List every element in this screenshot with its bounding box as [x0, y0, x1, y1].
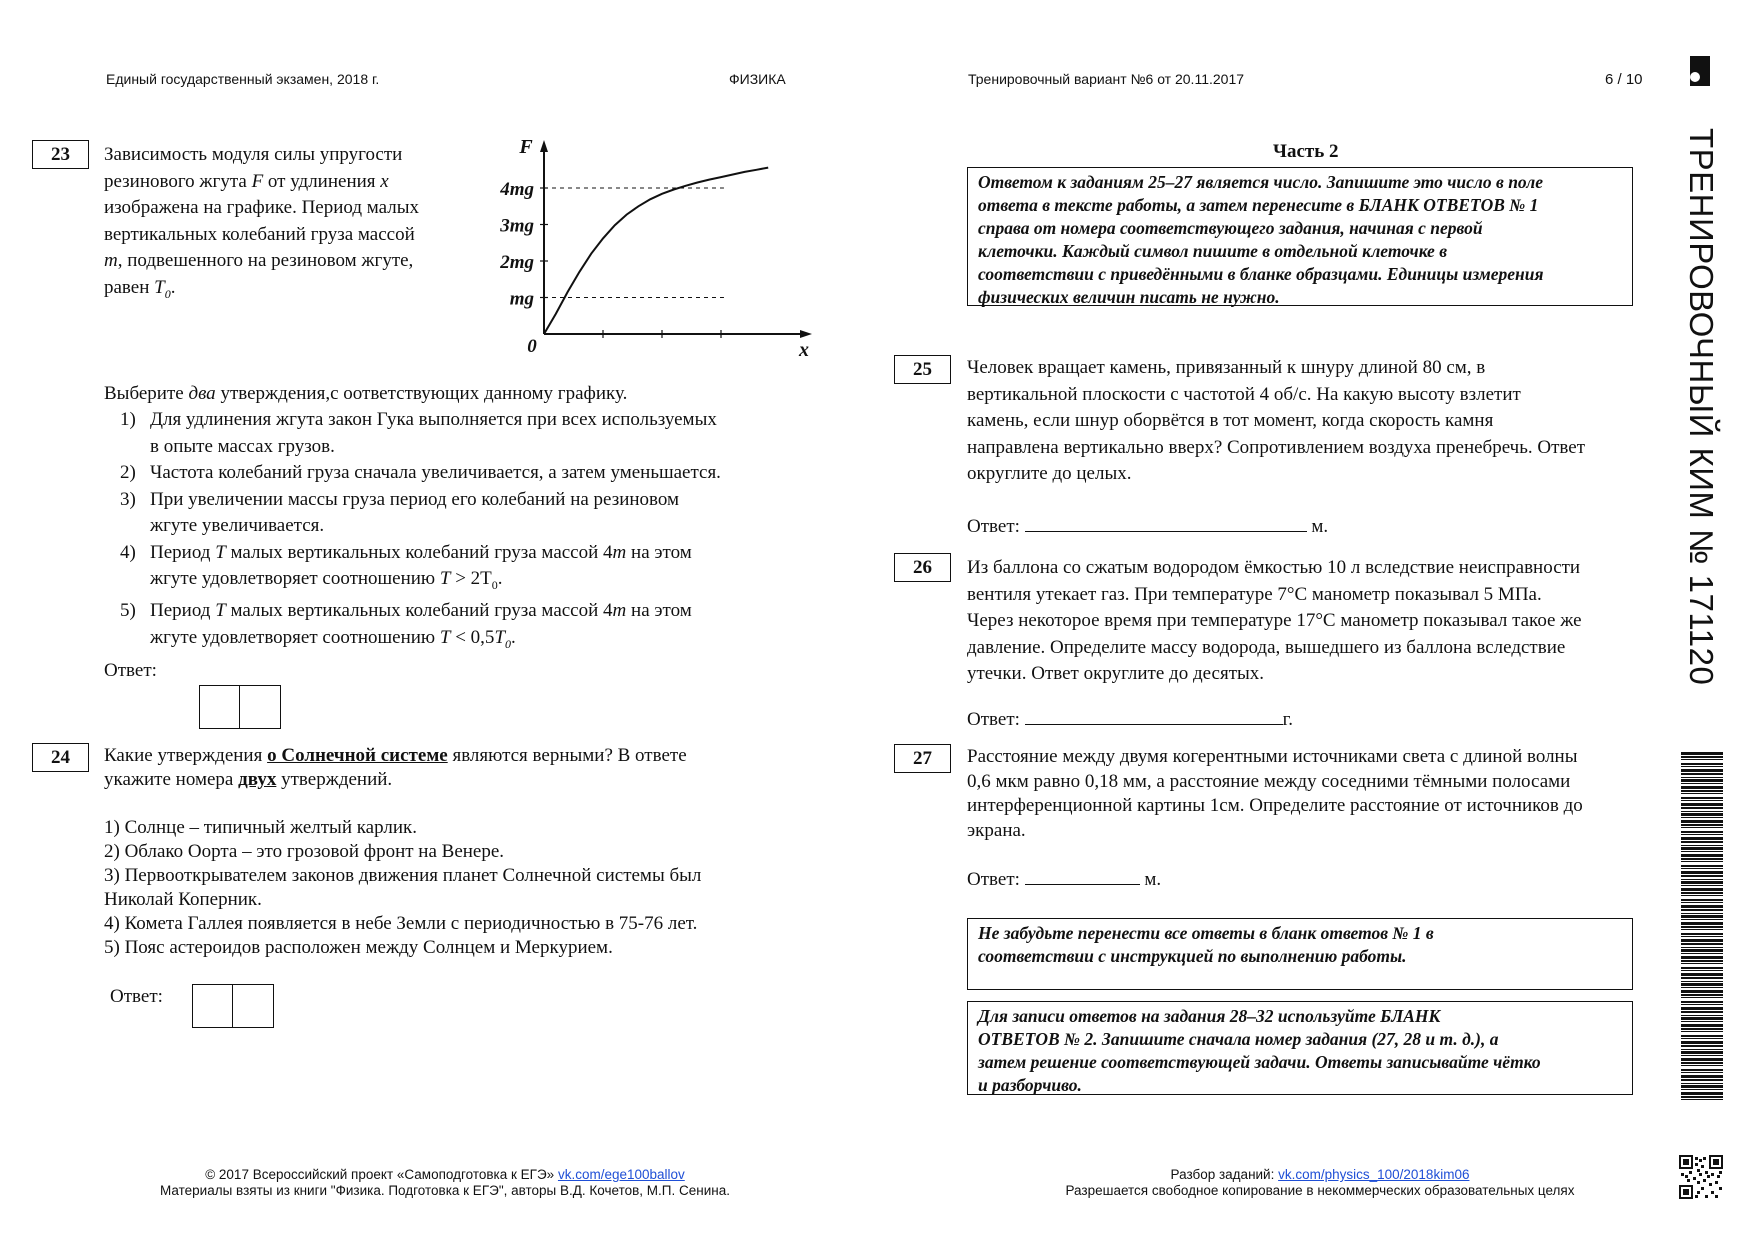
q24-option: 5) Пояс астероидов расположен между Солнцем и Меркурием.	[104, 937, 613, 958]
q26-answer-row: Ответ: г.	[967, 706, 1293, 734]
barcode-bar	[1681, 766, 1723, 767]
barcode-bar	[1681, 790, 1723, 792]
qr-module	[1699, 1173, 1702, 1176]
barcode-bar	[1681, 861, 1723, 862]
barcode-bar	[1681, 1069, 1723, 1071]
qr-module	[1715, 1195, 1718, 1198]
barcode-bar	[1681, 963, 1723, 964]
qr-finder-core	[1683, 1189, 1689, 1195]
q23-option-4: 4) Период T малых вертикальных колебаний груза массой 4m на этом жгуте удовлетворяет соотношению $T > 2T_0$.	[120, 541, 692, 592]
barcode-bar	[1681, 756, 1723, 758]
barcode-bar	[1681, 895, 1723, 896]
y-tick-label: mg	[509, 288, 534, 310]
barcode-bar	[1681, 793, 1723, 794]
qr-module	[1695, 1195, 1698, 1198]
q23-options	[104, 407, 804, 657]
barcode-bar	[1681, 1083, 1723, 1084]
barcode-bar	[1681, 1045, 1723, 1047]
q23-answer-cells[interactable]	[199, 685, 281, 729]
barcode-bar	[1681, 970, 1723, 971]
barcode-bar	[1681, 1079, 1723, 1081]
qr-module	[1697, 1181, 1700, 1184]
header-subject: ФИЗИКА	[729, 71, 786, 87]
qr-finder-core	[1683, 1159, 1689, 1165]
barcode-bar	[1681, 1058, 1723, 1061]
q27-statement: Расстояние между двумя когерентными источниками света с длиной волны 0,6 мкм равно 0,18 мм, а расстояние между соседними тёмными полосами интерференционной картины 1см. Определите расстояние от источников до экрана.	[967, 746, 1583, 841]
barcode-bar	[1681, 905, 1723, 908]
barcode-bar	[1681, 779, 1723, 782]
q25-answer-field[interactable]	[1025, 513, 1307, 532]
barcode-bar	[1681, 926, 1723, 928]
barcode-bar	[1681, 929, 1723, 930]
barcode-bar	[1681, 1055, 1723, 1056]
barcode-bar	[1681, 997, 1723, 998]
qr-module	[1709, 1183, 1712, 1186]
q24-answer-cells[interactable]	[192, 984, 274, 1028]
qr-module	[1703, 1157, 1706, 1160]
qr-module	[1719, 1187, 1722, 1190]
footer-right: Разбор заданий: vk.com/physics_100/2018kim06 Разрешается свободное копирование в некоммерческих образовательных целях	[1065, 1167, 1575, 1198]
barcode-bar	[1681, 1038, 1723, 1039]
barcode-bar	[1681, 851, 1723, 852]
barcode-bar	[1681, 858, 1723, 860]
corner-marker	[1690, 56, 1710, 86]
barcode-bar	[1681, 1089, 1723, 1090]
q23-line: изображена на графике. Период малых	[104, 197, 420, 218]
footer-left-link[interactable]: vk.com/ege100ballov	[557, 1167, 685, 1182]
barcode-bar	[1681, 1049, 1723, 1050]
barcode-bar	[1681, 879, 1723, 880]
barcode-bar	[1681, 909, 1723, 911]
force-curve	[544, 168, 768, 334]
q23-statement	[104, 142, 419, 307]
barcode-bar	[1681, 1041, 1723, 1044]
y-tick-label: 3mg	[500, 215, 534, 237]
q23-answer-label: Ответ:	[104, 660, 157, 681]
q24-statement: Какие утверждения о Солнечной системе являются верными? В ответе укажите номера двух утверждений.	[104, 745, 687, 790]
barcode-bar	[1681, 990, 1723, 993]
barcode-bar	[1681, 943, 1723, 945]
barcode-bar	[1681, 813, 1723, 816]
barcode-bar	[1681, 759, 1723, 760]
barcode-bar	[1681, 939, 1723, 942]
barcode-bar	[1681, 777, 1723, 778]
barcode-bar	[1681, 1092, 1723, 1095]
header-variant: Тренировочный вариант №6 от 20.11.2017	[968, 71, 1245, 87]
force-extension-chart	[470, 136, 809, 361]
barcode-bar	[1681, 811, 1723, 812]
q27-answer-field[interactable]	[1025, 866, 1140, 885]
qr-module	[1681, 1173, 1684, 1176]
barcode-bar	[1681, 800, 1723, 801]
barcode-bar	[1681, 1085, 1723, 1088]
barcode-bar	[1681, 841, 1723, 843]
q26-statement: Из баллона со сжатым водородом ёмкостью 10 л вследствие неисправности вентиля утекает газ. При температуре 7°C манометр показывал 5 МПа. Через некоторое время при температуре 17°C манометр показывал такое же давление. Определите массу водорода, вышедшего из баллона вследствие утечки. Ответ округлите до десятых.	[967, 557, 1582, 684]
barcode-bar	[1681, 865, 1723, 867]
barcode-bar	[1681, 1015, 1723, 1016]
q24-option: 4) Комета Галлея появляется в небе Земли с периодичностью в 75-76 лет.	[104, 913, 698, 934]
barcode-bar	[1681, 919, 1723, 920]
qr-module	[1701, 1187, 1704, 1190]
qr-module	[1687, 1179, 1690, 1182]
qr-module	[1705, 1195, 1708, 1198]
q23-option-5: 5) Период T малых вертикальных колебаний груза массой 4m на этом жгуте удовлетворяет соотношению $T < 0,5T_0$.	[120, 600, 692, 651]
barcode-bar	[1681, 837, 1723, 840]
barcode-bar	[1681, 981, 1723, 982]
x-axis-arrow	[800, 330, 812, 338]
q25-statement: Человек вращает камень, привязанный к шнуру длиной 80 см, в вертикальной плоскости с частотой 4 об/с. На какую высоту взлетит камень, если шнур оборвётся в тот момент, когда скорость камня направлена вертикально вверх? Сопротивлением воздуха пренебречь. Ответ округлите до целых.	[967, 357, 1586, 484]
barcode-bar	[1681, 983, 1723, 986]
barcode-bar	[1681, 769, 1723, 772]
q23-line: равен $T_0$.	[104, 276, 176, 301]
barcode-bar	[1681, 1096, 1723, 1098]
barcode-bar	[1681, 1065, 1723, 1066]
barcode-bar	[1681, 936, 1723, 937]
barcode-bar	[1681, 960, 1723, 962]
qr-module	[1701, 1165, 1704, 1168]
barcode-bar	[1681, 947, 1723, 948]
barcode-bar	[1681, 933, 1723, 935]
qr-module	[1695, 1157, 1698, 1160]
q23-line: Зависимость модуля силы упругости	[104, 144, 403, 165]
qr-module	[1697, 1191, 1700, 1194]
barcode-bar	[1681, 967, 1723, 969]
task-number-27: 27	[894, 744, 951, 773]
qr-module	[1697, 1169, 1700, 1172]
barcode-bar	[1681, 892, 1723, 894]
barcode-bar	[1681, 783, 1723, 784]
barcode-bar	[1681, 845, 1723, 846]
origin-label: 0	[527, 336, 537, 357]
q23-option-2: 2) Частота колебаний груза сначала увеличивается, а затем уменьшается.	[120, 462, 721, 483]
q24-option: 2) Облако Оорта – это грозовой фронт на Венере.	[104, 841, 505, 862]
barcode-bar	[1681, 881, 1723, 884]
q23-line: m, подвешенного на резиновом жгуте,	[104, 250, 414, 271]
barcode-bar	[1681, 902, 1723, 903]
barcode-bar	[1681, 913, 1723, 914]
barcode-bar	[1681, 1024, 1723, 1027]
barcode-bar	[1681, 834, 1723, 835]
qr-module	[1705, 1171, 1708, 1174]
y-axis-arrow	[540, 140, 548, 152]
task-number-23: 23	[32, 140, 89, 169]
barcode-bar	[1681, 899, 1723, 901]
qr-module	[1695, 1163, 1698, 1166]
q23-prompt: Выберите два утверждения,с оответствующих данному графику.	[104, 383, 628, 404]
barcode-bar	[1681, 1001, 1723, 1003]
qr-module	[1719, 1171, 1722, 1174]
footer-right-link[interactable]: vk.com/physics_100/2018kim06	[1278, 1167, 1470, 1182]
task-number-25: 25	[894, 355, 951, 384]
barcode-bar	[1681, 1028, 1723, 1030]
barcode-bar	[1681, 922, 1723, 925]
barcode-bar	[1681, 824, 1723, 826]
qr-module	[1715, 1181, 1718, 1184]
qr-module	[1699, 1159, 1702, 1162]
qr-module	[1703, 1179, 1706, 1182]
q24-option: 3) Первооткрывателем законов движения планет Солнечной системы был	[104, 865, 702, 886]
barcode-bar	[1681, 1075, 1723, 1078]
q24-option: 1) Солнце – типичный желтый карлик.	[104, 817, 417, 838]
task-number-26: 26	[894, 553, 951, 582]
barcode-bar	[1681, 817, 1723, 818]
part2-instructions: Ответом к заданиям 25–27 является число. Запишите это число в поле ответа в тексте работы, а затем перенесите в БЛАНК ОТВЕТОВ № 1 справа от номера соответствующего задания, начиная с первой клеточки. Каждый символ пишите в отдельной клеточке в соответствии с приведёнными в бланке образцами. Единицы измерения физических величин писать не нужно.	[967, 167, 1633, 306]
qr-finder-core	[1713, 1159, 1719, 1165]
qr-module	[1689, 1171, 1692, 1174]
barcode-bar	[1681, 868, 1723, 869]
qr-module	[1711, 1191, 1714, 1194]
barcode-bar	[1681, 797, 1723, 799]
y-axis-label: F	[519, 136, 533, 158]
barcode-bar	[1681, 773, 1723, 775]
q26-answer-field[interactable]	[1025, 706, 1283, 725]
qr-code	[1679, 1155, 1723, 1199]
barcode	[1681, 752, 1723, 1100]
header-exam-title: Единый государственный экзамен, 2018 г.	[106, 71, 380, 87]
y-tick-label: 4mg	[500, 179, 534, 200]
barcode-bar	[1681, 1072, 1723, 1073]
barcode-bar	[1681, 827, 1723, 828]
barcode-bar	[1681, 953, 1723, 954]
barcode-bar	[1681, 949, 1723, 952]
q24-option: Николай Коперник.	[104, 889, 262, 910]
barcode-bar	[1681, 1017, 1723, 1020]
barcode-bar	[1681, 752, 1723, 755]
barcode-bar	[1681, 875, 1723, 877]
barcode-bar	[1681, 786, 1723, 789]
q24-answer-label: Ответ:	[110, 986, 163, 1007]
page-number: 6 / 10	[1605, 71, 1643, 88]
barcode-bar	[1681, 977, 1723, 979]
barcode-bar	[1681, 763, 1723, 765]
q27-answer-row: Ответ: м.	[967, 866, 1161, 894]
part2-title: Часть 2	[1273, 141, 1339, 162]
barcode-bar	[1681, 973, 1723, 976]
q23-option-3: 3) При увеличении массы груза период его колебаний на резиновом жгуте увеличивается.	[120, 488, 680, 536]
barcode-bar	[1681, 1051, 1723, 1054]
barcode-bar	[1681, 1004, 1723, 1005]
barcode-bar	[1681, 1007, 1723, 1010]
barcode-bar	[1681, 885, 1723, 886]
barcode-bar	[1681, 956, 1723, 959]
barcode-bar	[1681, 1035, 1723, 1037]
qr-module	[1685, 1175, 1688, 1178]
qr-module	[1707, 1175, 1710, 1178]
qr-module	[1717, 1175, 1720, 1178]
q23-line: вертикальных колебаний груза массой	[104, 223, 415, 245]
q23-line: резинового жгута F от удлинения x	[104, 170, 389, 192]
task-number-24: 24	[32, 743, 89, 772]
barcode-bar	[1681, 831, 1723, 833]
y-tick-label: 2mg	[500, 252, 534, 273]
barcode-bar	[1681, 888, 1723, 891]
blank2-instructions: Для записи ответов на задания 28–32 используйте БЛАНК ОТВЕТОВ № 2. Запишите сначала номер задания (27, 28 и т. д.), а затем решение соответствующей задачи. Ответы записывайте чётко и разборчиво.	[967, 1001, 1633, 1095]
q24-options	[104, 816, 701, 960]
barcode-bar	[1681, 847, 1723, 850]
q23-option-1: 1) Для удлинения жгута закон Гука выполняется при всех используемых в опыте массах грузов.	[120, 409, 717, 457]
x-axis-label: x	[799, 339, 809, 361]
barcode-bar	[1681, 807, 1723, 809]
barcode-bar	[1681, 987, 1723, 988]
side-title-text: ТРЕНИРОВОЧНЫЙ КИМ № 171120	[1683, 128, 1720, 686]
barcode-bar	[1681, 1031, 1723, 1032]
qr-module	[1693, 1177, 1696, 1180]
barcode-bar	[1681, 854, 1723, 857]
barcode-bar	[1681, 820, 1723, 823]
barcode-bar	[1681, 871, 1723, 874]
barcode-bar	[1681, 1099, 1723, 1100]
barcode-bar	[1681, 1021, 1723, 1022]
barcode-bar	[1681, 1062, 1723, 1064]
barcode-bar	[1681, 803, 1723, 806]
barcode-bar	[1681, 994, 1723, 996]
footer-left: © 2017 Всероссийский проект «Самоподготовка к ЕГЭ» vk.com/ege100ballov Материалы взяты из книги "Физика. Подготовка к ЕГЭ", авторы В.Д. Кочетов, М.П. Сенина.	[160, 1167, 730, 1198]
side-title	[1682, 128, 1720, 685]
qr-module	[1711, 1173, 1714, 1176]
reminder-box: Не забудьте перенести все ответы в бланк ответов № 1 в соответствии с инструкцией по выполнению работы.	[967, 918, 1633, 990]
q25-answer-row: Ответ: м.	[967, 513, 1328, 541]
barcode-bar	[1681, 1011, 1723, 1013]
barcode-bar	[1681, 915, 1723, 918]
